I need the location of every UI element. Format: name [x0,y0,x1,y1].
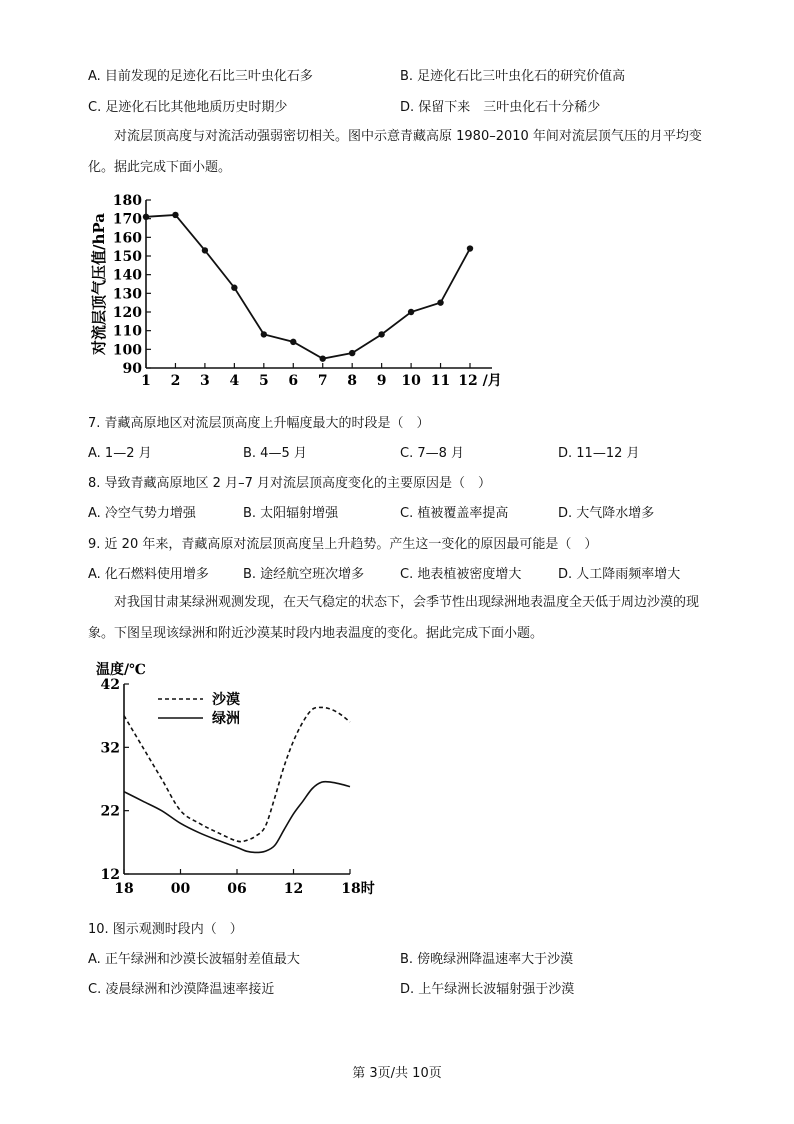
q7-option-a: A. 1—2 月 [88,446,152,461]
pressure-data-point [467,245,473,251]
y-tick-label: 42 [100,677,120,693]
q8-stem: 8. 导致青藏高原地区 2 月–7 月对流层顶高度变化的主要原因是（ ） [88,476,491,491]
pressure-data-point [320,355,326,361]
pressure-data-point [231,285,237,291]
y-tick-label: 170 [112,211,142,228]
x-tick-label: 5 [258,373,269,389]
q8-option-a: A. 冷空气势力增强 [88,506,196,521]
y-tick-label: 12 [100,867,120,883]
q9-option-c: C. 地表植被密度增大 [400,567,522,582]
q7-option-d: D. 11—12 月 [558,446,640,461]
y-axis-label: 温度/℃ [96,662,146,678]
q8-option-d: D. 大气降水增多 [558,506,655,521]
q9-option-d: D. 人工降雨频率增大 [558,567,681,582]
y-tick-label: 100 [112,342,142,359]
temperature-svg [88,655,388,900]
x-tick-label: 6 [288,373,299,389]
q9-stem: 9. 近 20 年来，青藏高原对流层顶高度呈上升趋势。产生这一变化的原因最可能是（ ） [88,537,598,552]
x-tick-label: 9 [376,373,387,389]
oasis-desert-temperature-chart [88,655,388,900]
x-tick-label: 11 [430,373,451,389]
desert-series-line [124,707,350,841]
q8-option-c: C. 植被覆盖率提高 [400,506,509,521]
q10-stem: 10. 图示观测时段内（ ） [88,922,243,937]
x-tick-label: 06 [227,881,247,897]
y-tick-label: 32 [100,740,120,757]
q10-option-c: C. 凌晨绿洲和沙漠降温速率接近 [88,982,275,997]
y-tick-label: 140 [112,267,142,284]
x-tick-label: 18时 [341,881,375,897]
pressure-data-point [202,247,208,253]
oasis-legend-label: 绿洲 [212,711,240,727]
q7-option-b: B. 4—5 月 [243,446,307,461]
x-tick-label: 8 [347,373,358,389]
x-tick-label: 7 [317,373,328,389]
y-tick-label: 160 [112,230,142,247]
x-axis-label: 12 /月 [458,373,502,389]
x-tick-label: 4 [229,373,240,389]
x-tick-label: 1 [141,373,151,389]
y-axis-label: 对流层顶气压值/hPa [90,213,108,355]
q10-option-b: B. 傍晚绿洲降温速率大于沙漠 [400,952,574,967]
q10-option-a: A. 正午绿洲和沙漠长波辐射差值最大 [88,952,300,967]
x-tick-label: 00 [170,881,191,897]
tropopause-pressure-chart [88,188,518,398]
q6-option-a: A. 目前发现的足迹化石比三叶虫化石多 [88,69,313,84]
pressure-data-point [172,212,178,218]
pressure-data-point [437,299,443,305]
pressure-data-point [408,309,414,315]
y-tick-label: 22 [100,803,120,820]
y-tick-label: 120 [112,305,142,321]
desert-legend-label: 沙漠 [212,692,240,708]
x-tick-label: 3 [200,373,210,389]
x-tick-label: 2 [170,373,181,389]
x-tick-label: 18 [114,881,134,897]
x-tick-label: 10 [401,373,421,389]
pressure-data-point [349,350,355,356]
y-tick-label: 150 [112,249,142,265]
y-tick-label: 110 [112,323,142,340]
y-tick-label: 130 [112,286,142,303]
q7-stem: 7. 青藏高原地区对流层顶高度上升幅度最大的时段是（ ） [88,416,430,431]
pressure-series-line [146,215,470,359]
y-tick-label: 180 [112,193,142,209]
pressure-data-point [378,331,384,337]
tropopause-pressure-svg [88,188,518,398]
q6-option-d: D. 保留下来 三叶虫化石十分稀少 [400,100,601,115]
passage-tropopause: 对流层顶高度与对流活动强弱密切相关。图中示意青藏高原 1980–2010 年间对流层顶气压的月平均变化。据此完成下面小题。 [88,129,702,175]
q9-option-a: A. 化石燃料使用增多 [88,567,209,582]
y-tick-label: 90 [122,361,142,377]
pressure-data-point [261,331,267,337]
q6-option-b: B. 足迹化石比三叶虫化石的研究价值高 [400,69,626,84]
q8-option-b: B. 太阳辐射增强 [243,506,339,521]
x-tick-label: 12 [283,881,304,897]
passage-oasis: 对我国甘肃某绿洲观测发现，在天气稳定的状态下，会季节性出现绿洲地表温度全天低于周边沙漠的现象。下图呈现该绿洲和附近沙漠某时段内地表温度的变化。据此完成下面小题。 [88,595,700,641]
page-footer: 第 3页/共 10页 [352,1066,442,1081]
q9-option-b: B. 途经航空班次增多 [243,567,365,582]
q10-option-d: D. 上午绿洲长波辐射强于沙漠 [400,982,575,997]
q6-option-c: C. 足迹化石比其他地质历史时期少 [88,100,288,115]
pressure-data-point [143,214,149,220]
q7-option-c: C. 7—8 月 [400,446,465,461]
pressure-data-point [290,339,296,345]
